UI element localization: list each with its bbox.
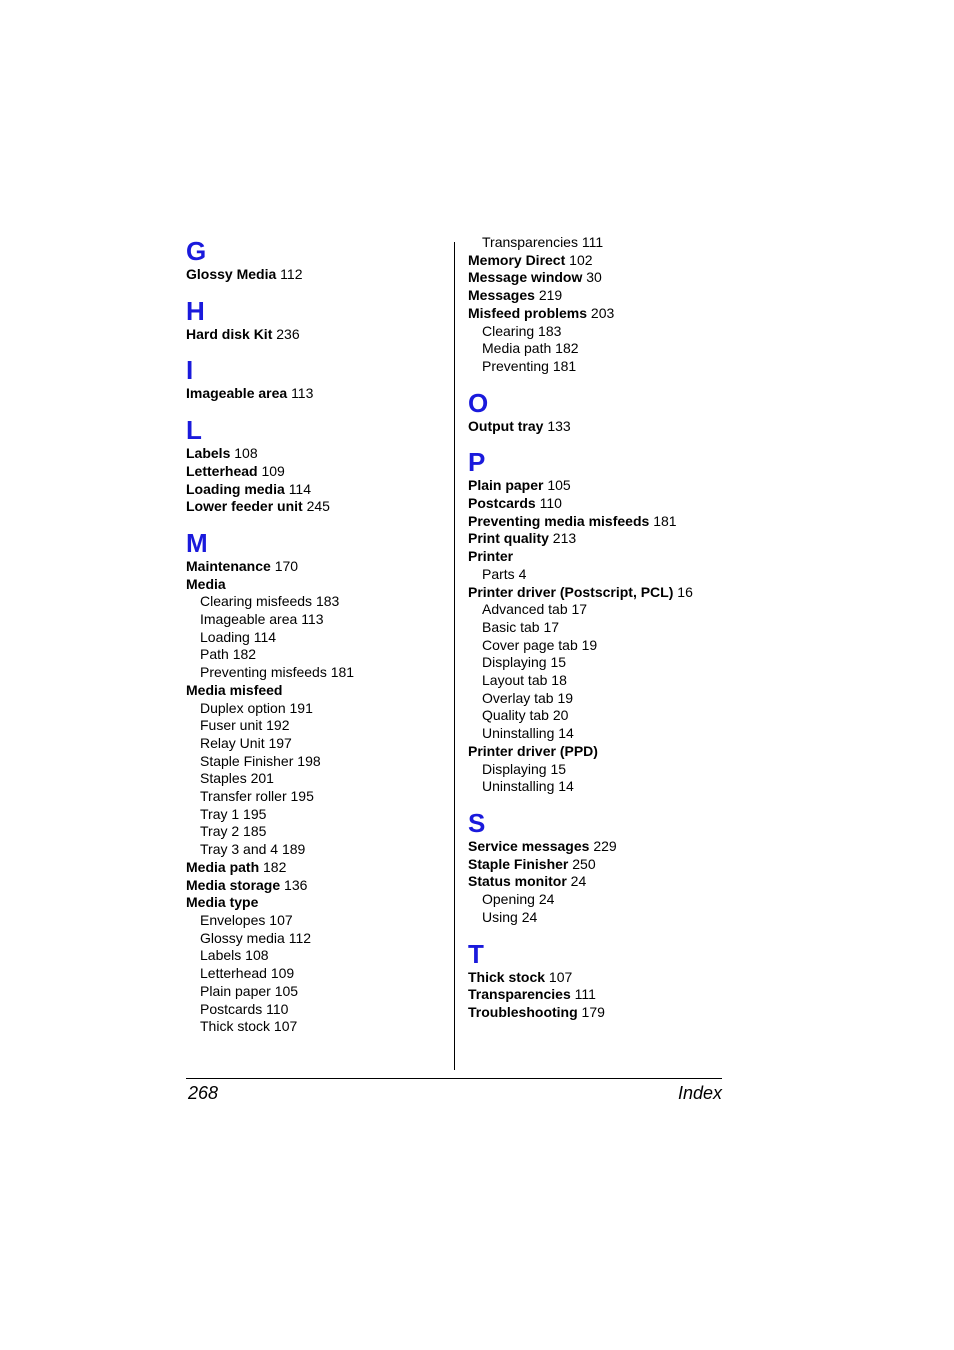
index-term: Postcards bbox=[200, 1000, 263, 1017]
index-term: Imageable area bbox=[200, 611, 298, 628]
index-page-number: 250 bbox=[572, 855, 596, 872]
index-page-number: 203 bbox=[590, 304, 615, 321]
index-page-number: 219 bbox=[538, 287, 563, 304]
index-subentry bbox=[186, 1018, 446, 1036]
index-page-number: 15 bbox=[550, 654, 567, 671]
index-term: Print quality bbox=[468, 530, 549, 547]
index-page-number: 136 bbox=[284, 876, 308, 893]
index-letter-heading: S bbox=[468, 807, 486, 838]
index-term: Displaying bbox=[482, 654, 547, 671]
index-entry bbox=[468, 530, 768, 548]
index-page-number: 15 bbox=[550, 760, 567, 777]
index-entry bbox=[468, 418, 768, 436]
index-entry bbox=[468, 548, 768, 566]
index-subentry bbox=[468, 340, 768, 358]
index-term: Envelopes bbox=[200, 911, 266, 928]
index-term: Staple Finisher bbox=[468, 855, 569, 872]
index-letter-heading: G bbox=[186, 236, 207, 266]
index-subentry bbox=[468, 654, 768, 672]
index-subentry bbox=[186, 753, 446, 771]
index-page-number: 19 bbox=[557, 689, 574, 706]
index-entry bbox=[468, 495, 768, 513]
index-entry bbox=[468, 269, 768, 287]
index-page-number: 20 bbox=[552, 707, 569, 724]
index-term: Loading bbox=[200, 628, 250, 645]
index-page-number: 24 bbox=[538, 891, 555, 908]
index-term: Opening bbox=[482, 891, 535, 908]
index-entry bbox=[186, 326, 446, 344]
index-subentry bbox=[468, 909, 768, 927]
index-term: Media misfeed bbox=[186, 681, 283, 698]
index-page-number: 195 bbox=[243, 805, 267, 822]
index-term: Tray 2 bbox=[200, 823, 240, 840]
index-subentry bbox=[468, 566, 768, 584]
index-subentry bbox=[468, 891, 768, 909]
index-term: Labels bbox=[186, 445, 231, 462]
index-term: Loading media bbox=[186, 480, 285, 497]
index-entry bbox=[186, 266, 446, 284]
index-term: Quality tab bbox=[482, 707, 549, 724]
index-entry bbox=[468, 477, 768, 495]
index-page-number: 183 bbox=[538, 322, 562, 339]
index-subentry bbox=[186, 646, 446, 664]
index-term: Output tray bbox=[468, 417, 544, 434]
index-page-number: 105 bbox=[274, 982, 299, 999]
index-page-number: 182 bbox=[555, 340, 579, 357]
index-subentry bbox=[186, 823, 446, 841]
index-term: Plain paper bbox=[200, 982, 271, 999]
index-entry bbox=[468, 584, 768, 602]
index-entry bbox=[186, 385, 446, 403]
index-entry bbox=[468, 856, 768, 874]
index-page-number: 105 bbox=[547, 477, 571, 494]
index-term: Message window bbox=[468, 269, 583, 286]
index-term: Thick stock bbox=[200, 1018, 271, 1035]
index-subentry bbox=[186, 983, 446, 1001]
index-page-number: 107 bbox=[548, 968, 573, 985]
index-page-number: 108 bbox=[245, 947, 269, 964]
index-term: Clearing bbox=[482, 322, 535, 339]
index-term: Labels bbox=[200, 947, 242, 964]
index-term: Glossy media bbox=[200, 929, 285, 946]
index-page-number: 14 bbox=[558, 725, 574, 742]
index-entry bbox=[186, 859, 446, 877]
index-page-number: 185 bbox=[243, 823, 267, 840]
index-entry bbox=[186, 445, 446, 463]
section-name: Index bbox=[677, 1083, 722, 1103]
index-subentry bbox=[468, 761, 768, 779]
index-page-number: 182 bbox=[232, 646, 257, 663]
index-page-number: 107 bbox=[269, 911, 293, 928]
index-subentry bbox=[468, 778, 768, 796]
index-subentry bbox=[186, 717, 446, 735]
index-page-number: 102 bbox=[569, 251, 593, 268]
index-subentry bbox=[468, 358, 768, 376]
index-letter-heading: T bbox=[468, 938, 484, 969]
index-letter-heading: M bbox=[186, 527, 208, 558]
index-page-number: 245 bbox=[306, 498, 330, 515]
index-term: Hard disk Kit bbox=[186, 325, 273, 342]
index-term: Glossy Media bbox=[186, 266, 277, 282]
index-entry bbox=[186, 481, 446, 499]
index-letter-heading: H bbox=[186, 295, 205, 326]
index-page-number: 16 bbox=[677, 583, 693, 600]
index-term: Tray 3 and 4 bbox=[200, 841, 279, 858]
index-page-number: 111 bbox=[574, 986, 596, 1003]
index-subentry bbox=[186, 593, 446, 611]
index-entry bbox=[468, 743, 768, 761]
index-page-number: 113 bbox=[291, 385, 314, 402]
index-letter-heading: O bbox=[468, 387, 489, 418]
index-term: Relay Unit bbox=[200, 734, 265, 751]
index-subentry bbox=[186, 806, 446, 824]
index-term: Using bbox=[482, 908, 518, 925]
index-entry bbox=[468, 873, 768, 891]
index-term: Media bbox=[186, 575, 226, 592]
index-subentry bbox=[186, 770, 446, 788]
index-page-number: 114 bbox=[288, 480, 312, 497]
index-term: Misfeed problems bbox=[468, 304, 588, 321]
index-term: Uninstalling bbox=[482, 725, 555, 742]
index-subentry bbox=[186, 664, 446, 682]
index-subentry bbox=[186, 629, 446, 647]
index-page-number: 109 bbox=[270, 965, 295, 982]
index-term: Service messages bbox=[468, 837, 590, 854]
footer-rule bbox=[186, 1078, 722, 1079]
index-page-number: 107 bbox=[273, 1018, 298, 1035]
index-subentry bbox=[468, 323, 768, 341]
index-subentry bbox=[186, 1001, 446, 1019]
index-term: Imageable area bbox=[186, 385, 288, 402]
index-term: Overlay tab bbox=[482, 689, 554, 706]
index-entry bbox=[186, 558, 446, 576]
index-subentry bbox=[186, 965, 446, 983]
index-page-number: 30 bbox=[586, 269, 602, 286]
index-term: Transparencies bbox=[482, 234, 578, 250]
index-letter-heading: P bbox=[468, 447, 486, 478]
index-page-number: 181 bbox=[330, 664, 355, 681]
index-page-number: 24 bbox=[570, 873, 587, 890]
index-term: Media path bbox=[482, 340, 552, 357]
index-page-number: 192 bbox=[266, 717, 290, 734]
index-page-number: 191 bbox=[289, 699, 313, 716]
index-subentry bbox=[468, 601, 768, 619]
index-term: Path bbox=[200, 646, 229, 663]
index-term: Duplex option bbox=[200, 699, 286, 716]
index-page-number: 18 bbox=[551, 672, 567, 689]
index-page-number: 179 bbox=[581, 1003, 605, 1020]
index-page-number: 17 bbox=[571, 601, 588, 618]
index-subentry bbox=[468, 725, 768, 743]
index-page-number: 17 bbox=[543, 618, 560, 635]
index-subentry bbox=[468, 637, 768, 655]
index-page-number: 114 bbox=[253, 628, 277, 645]
index-term: Lower feeder unit bbox=[186, 498, 303, 515]
index-page-number: 14 bbox=[558, 778, 574, 795]
index-subentry bbox=[186, 912, 446, 930]
index-term: Media storage bbox=[186, 876, 281, 893]
index-letter-heading: L bbox=[186, 415, 202, 446]
index-term: Preventing media misfeeds bbox=[468, 512, 650, 529]
index-term: Staples bbox=[200, 770, 247, 787]
column-divider bbox=[454, 242, 455, 1070]
index-page-number: 24 bbox=[521, 908, 538, 925]
index-page-number: 4 bbox=[518, 565, 527, 582]
index-subentry bbox=[186, 788, 446, 806]
index-term: Preventing misfeeds bbox=[200, 664, 327, 681]
index-subentry bbox=[468, 690, 768, 708]
index-entry bbox=[468, 513, 768, 531]
index-subentry bbox=[186, 841, 446, 859]
index-page-number: 181 bbox=[552, 357, 577, 374]
index-term: Tray 1 bbox=[200, 805, 240, 822]
index-column-left bbox=[186, 234, 446, 1036]
index-entry bbox=[468, 252, 768, 270]
index-page-number: 110 bbox=[539, 495, 562, 512]
index-term: Letterhead bbox=[186, 462, 258, 479]
index-page-number: 198 bbox=[297, 752, 321, 769]
index-term: Transparencies bbox=[468, 986, 571, 1003]
index-page-number: 109 bbox=[261, 462, 285, 479]
index-page-number: 229 bbox=[593, 837, 617, 854]
index-entry bbox=[186, 877, 446, 895]
index-entry bbox=[186, 894, 446, 912]
index-term: Layout tab bbox=[482, 672, 548, 689]
index-page-number: 189 bbox=[281, 841, 306, 858]
index-term: Troubleshooting bbox=[468, 1003, 578, 1020]
index-term: Letterhead bbox=[200, 965, 267, 982]
index-term: Preventing bbox=[482, 357, 549, 374]
index-term: Plain paper bbox=[468, 477, 544, 494]
index-page-number: 112 bbox=[280, 266, 303, 282]
index-term: Media path bbox=[186, 858, 260, 875]
index-page-number: 110 bbox=[266, 1000, 289, 1017]
index-subentry bbox=[468, 619, 768, 637]
index-page-number: 111 bbox=[581, 234, 604, 250]
index-term: Status monitor bbox=[468, 873, 567, 890]
page-number: 268 bbox=[188, 1083, 219, 1103]
index-subentry bbox=[186, 700, 446, 718]
index-page-number: 170 bbox=[274, 557, 299, 574]
index-term: Printer driver (PPD) bbox=[468, 742, 598, 759]
index-page-number: 113 bbox=[301, 611, 324, 628]
index-term: Uninstalling bbox=[482, 778, 555, 795]
index-term: Messages bbox=[468, 287, 535, 304]
index-term: Cover page tab bbox=[482, 636, 578, 653]
index-page-number: 133 bbox=[547, 417, 571, 434]
index-term: Printer bbox=[468, 548, 514, 565]
index-subentry bbox=[186, 735, 446, 753]
index-entry bbox=[468, 1004, 768, 1022]
index-subentry bbox=[186, 611, 446, 629]
index-entry bbox=[186, 463, 446, 481]
index-page-number: 201 bbox=[250, 770, 274, 787]
index-page-number: 181 bbox=[653, 512, 677, 529]
index-subentry bbox=[186, 947, 446, 965]
index-term: Advanced tab bbox=[482, 601, 568, 618]
index-page-number: 183 bbox=[315, 593, 340, 610]
index-term: Memory Direct bbox=[468, 251, 566, 268]
index-term: Fuser unit bbox=[200, 717, 263, 734]
index-term: Printer driver (Postscript, PCL) bbox=[468, 583, 674, 600]
index-term: Media type bbox=[186, 894, 259, 911]
index-term: Displaying bbox=[482, 760, 547, 777]
index-entry bbox=[468, 838, 768, 856]
index-term: Parts bbox=[482, 565, 515, 582]
index-subentry bbox=[468, 672, 768, 690]
index-entry bbox=[468, 305, 768, 323]
index-entry bbox=[186, 576, 446, 594]
index-subentry bbox=[468, 234, 768, 252]
index-page-number: 197 bbox=[268, 734, 292, 751]
index-subentry bbox=[186, 930, 446, 948]
index-subentry bbox=[468, 707, 768, 725]
index-term: Basic tab bbox=[482, 618, 540, 635]
index-entry bbox=[186, 498, 446, 516]
index-letter-heading: I bbox=[186, 355, 194, 386]
index-page-number: 213 bbox=[552, 530, 577, 547]
index-entry bbox=[186, 682, 446, 700]
index-page-number: 112 bbox=[288, 929, 312, 946]
index-page-number: 182 bbox=[263, 858, 287, 875]
index-page-number: 108 bbox=[234, 445, 258, 462]
index-entry bbox=[468, 986, 768, 1004]
index-column-right bbox=[468, 234, 768, 1022]
index-term: Transfer roller bbox=[200, 788, 287, 805]
index-entry bbox=[468, 287, 768, 305]
index-page-number: 195 bbox=[290, 788, 314, 805]
index-page-number: 236 bbox=[276, 325, 300, 342]
index-term: Staple Finisher bbox=[200, 752, 294, 769]
index-term: Thick stock bbox=[468, 968, 546, 985]
index-term: Clearing misfeeds bbox=[200, 593, 313, 610]
index-entry bbox=[468, 969, 768, 987]
index-page-number: 19 bbox=[581, 636, 598, 653]
index-term: Maintenance bbox=[186, 557, 271, 574]
index-term: Postcards bbox=[468, 495, 536, 512]
